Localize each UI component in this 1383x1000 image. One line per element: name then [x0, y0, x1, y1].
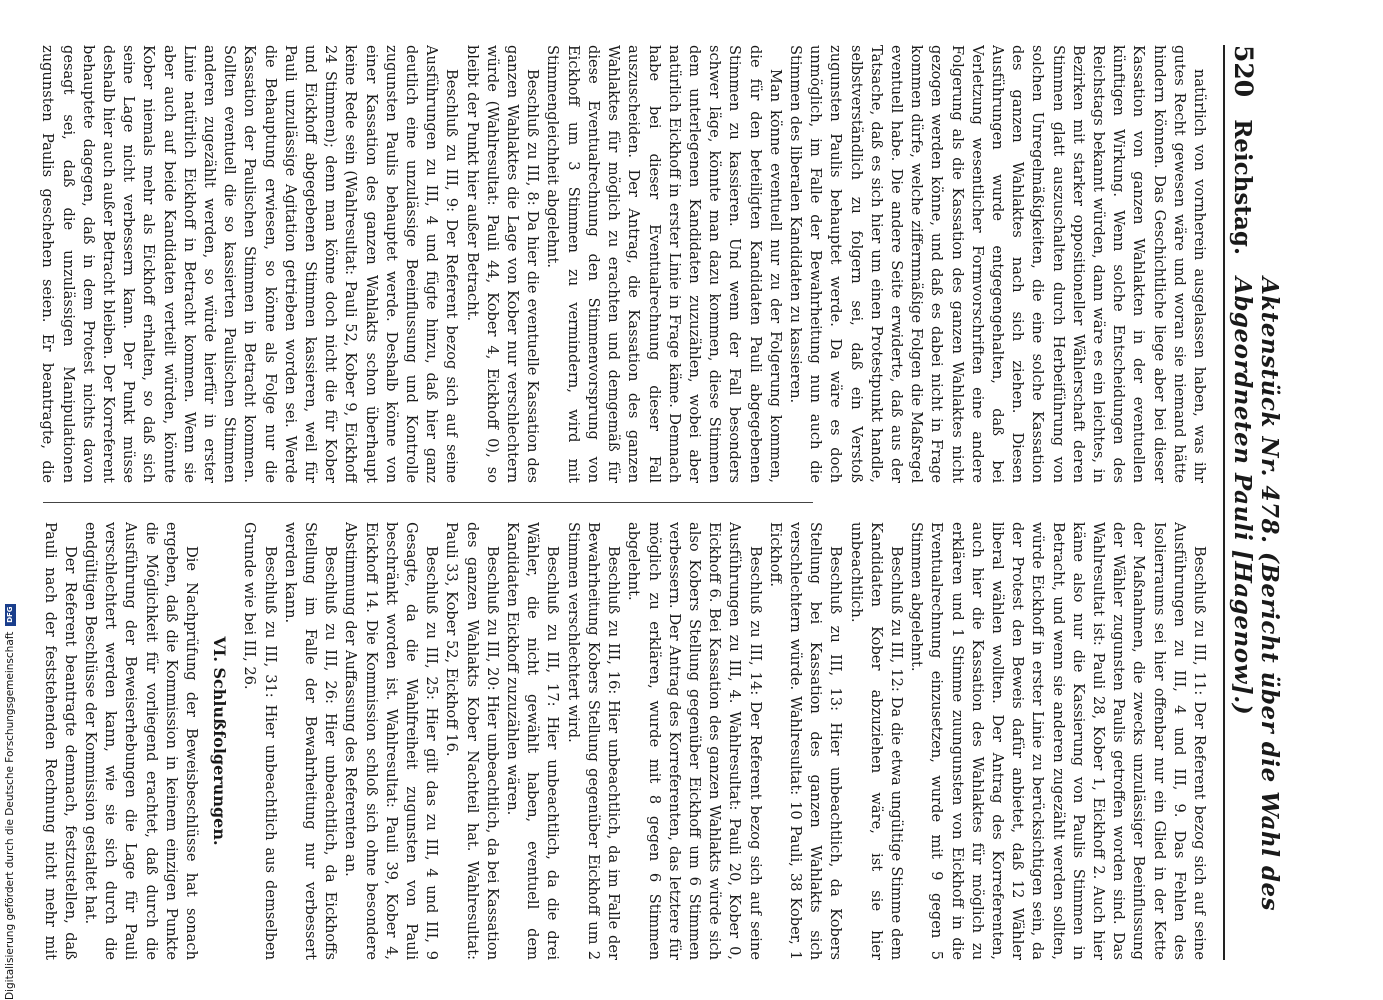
credit-text: Digitalisierung gefördert durch die Deutsche Forschungsgemeinschaft — [4, 631, 16, 1000]
paragraph: Die Nachprüfung der Beweisbeschlüsse hat sonach ergeben, daß die Kommission in keinem einzigen Punkte die Möglichkeit für vorliegend erachtet, daß durch die Ausführung der Beweiserhebungen die Lage für Pauli verschlechtert werden kann, wie sie sich durch die endgültigen Beschlüsse der Kommission gestaltet hat. — [82, 522, 201, 960]
column-divider — [43, 502, 813, 503]
paragraph: Beschluß zu III, 9: Der Referent bezog sich auf seine Ausführungen zu III, 4 und fügte hinzu, daß hier ganz deutlich eine unzulässige Beeinflussung und Kontrolle zugunsten Paulis behauptet werde. Deshalb könne von einer Kassation des ganzen Wahlakts schon überhaupt keine Rede sein (Wahlresultat: Pauli 52, Kober 9, Eickhoff 24 Stimmen); denn man könne doch nicht die für Kober und Eickhoff abgegebenen Stimmen kassieren, weil für Pauli unzulässige Agitation getrieben worden sei. Werde die Behauptung erwiesen, so könne als Folge nur die Kassation der Paulischen Stimmen in Betracht kommen. Sollten eventuell die so kassierten Paulischen Stimmen anderen zugezählt werden, so würde hierfür in erster Linie natürlich Eickhoff in Betracht kommen. Wenn sie aber auch auf beide Kandidaten verteilt würden, könnte Kober niemals mehr als Eickhoff erhalten, so daß sich seine Lage nicht verbessern kann. Der Punkt müsse deshalb hier auch außer Betracht bleiben. Der Korreferent behauptete dagegen, daß in dem Protest nichts davon gesagt sei, daß die unzulässigen Manipulationen zugunsten Paulis geschehen seien. Er beantragte, die — [39, 45, 461, 483]
paragraph: Beschluß zu III, 16: Hier unbeachtlich, da im Falle der Bewahrheitung Kobers Stellung gegenüber Eickhoff um 2 Stimmen verschlechtert wird. — [564, 522, 623, 960]
paragraph: Beschluß zu III, 11: Der Referent bezog sich auf seine Ausführungen zu III, 4 und III, 9. Das Fehlen des Isolierraums sei hier offenbar nur ein Glied in der Kette der Maßnahmen, die zwecks unzulässiger Beeinflussung der Wähler zugunsten Paulis getroffen worden sind. Das Wahlresultat ist: Pauli 28, Kober 1, Eickhoff 2. Auch hier käme also nur die Kassierung von Paulis Stimmen in Betracht, und wenn sie anderen zugezählt werden sollten, würde Eickhoff in erster Linie zu berücksichtigen sein, da der Protest den Beweis dafür anbietet, daß 12 Wähler liberal wählen wollten. Der Antrag des Korreferenten, auch hier die Kassation des Wahlaktes für möglich zu erklären und 1 Stimme zuungunsten von Eickhoff in die Eventualrechnung einzusetzen, wurde mit 9 gegen 5 Stimmen abgelehnt. — [908, 522, 1208, 960]
dfg-logo: DFG — [5, 604, 16, 626]
document-page — [33, 45, 1283, 960]
left-column — [39, 45, 1209, 483]
paragraph: natürlich von vornherein ausgelassen haben, was ihr gutes Recht gewesen wäre und woran sie niemand hätte hindern können. Das Geschichtliche liege aber bei dieser Kassation von ganzen Wahlakten in der eventuellen künftigen Wirkung. Wenn solche Entscheidungen des Reichstags bekannt würden, dann wäre es ein leichtes, in Bezirken mit starker oppositioneller Wählerschaft deren Stimmen glatt auszuschalten durch Herbeiführung von solchen Unregelmäßigkeiten, die eine solche Kassation des ganzen Wahlaktes nach sich ziehen. Diesen Ausführungen wurde entgegengehalten, daß bei Verletzung wesentlicher Formvorschriften eine andere Folgerung als die Kassation des ganzen Wahlaktes nicht gezogen werden könne, und daß es dabei nicht in Frage kommen dürfe, welche ziffernmäßige Folgen die Maßregel eventuell habe. Die andere Seite erwiderte, daß aus der Tatsache, daß es sich hier um einen Protestpunkt handle, selbstverständlich zu folgern sei, daß ein Verstoß zugunsten Paulis behauptet werde. Da wäre es doch unmöglich, im Falle der Bewahrheitung nun auch die Stimmen des liberalen Kandidaten zu kassieren. — [786, 45, 1208, 483]
paragraph: Beschluß zu III, 14: Der Referent bezog sich auf seine Ausführungen zu III, 4. Wahlresultat: Pauli 20, Kober 0, Eickhoff 6. Bei Kassation des ganzen Wahlakts würde sich also Kobers Stellung gegenüber Eickhoff um 6 Stimmen verbessern. Der Antrag des Korreferenten, das letztere für möglich zu erklären, wurde mit 8 gegen 6 Stimmen abgelehnt. — [625, 522, 764, 960]
paragraph: Man könne eventuell nur zu der Folgerung kommen, die für den beteiligten Kandidaten Pauli abgegebenen Stimmen zu kassieren. Und wenn der Fall besonders schwer läge, könnte man dazu kommen, diese Stimmen dem unterlegenen Kandidaten zuzuzählen, wobei aber natürlich Eickhoff in erster Linie in Frage käme. Demnach habe bei dieser Eventualrechnung dieser Fall auszuscheiden. Der Antrag, die Kassation des ganzen Wahlaktes für möglich zu erachten und demgemäß für diese Eventualrechnung den Stimmenvorsprung von Eickhoff um 3 Stimmen zu vermindern, wird mit Stimmengleichheit abgelehnt. — [544, 45, 784, 483]
header-source: Reichstag. — [1229, 119, 1256, 255]
digitization-credit — [4, 604, 16, 1000]
page-header — [1223, 45, 1283, 960]
header-subtitle: Aktenstück Nr. 478. (Bericht über die Wahl des Abgeordneten Pauli [Hagenow].) — [1229, 276, 1283, 912]
right-column — [39, 522, 1209, 960]
paragraph: Beschluß zu III, 12: Da die etwa ungültige Stimme dem Kandidaten Kober abzuziehen wäre, ist sie hier unbeachtlich. — [847, 522, 905, 960]
paragraph: Der Referent beantragte demnach, festzustellen, daß Pauli nach der feststehenden Rechnung nicht mehr mit — [41, 522, 79, 960]
section-heading: VI. Schlußfolgerungen. — [210, 636, 230, 846]
paragraph: Beschluß zu III, 20: Hier unbeachtlich, da bei Kassation des ganzen Wahlakts Kober Nachteil hat. Wahlresultat: Pauli 33, Kober 52, Eickhoff 16. — [443, 522, 501, 960]
paragraph: Beschluß zu III, 26: Hier unbeachtlich, da Eickhoffs Stellung im Falle der Bewahrheitung nur verbessert werden kann. — [281, 522, 340, 960]
paragraph: Beschluß zu III, 13: Hier unbeachtlich, da Kobers Stellung bei Kassation des ganzen Wahlakts sich verschlechtern würde. Wahlresultat: 10 Pauli, 38 Kober, 1 Eickhoff. — [766, 522, 845, 960]
paragraph: Beschluß zu III, 8: Da hier die eventuelle Kassation des ganzen Wahlaktes die Lage von Kober nur verschlechtern würde (Wahlresultat: Pauli 44, Kober 4, Eickhoff 0), so bleibt der Punkt hier außer Betracht. — [463, 45, 542, 483]
paragraph: Beschluß zu III, 31: Hier unbeachtlich aus demselben Grunde wie bei III, 26. — [241, 522, 279, 960]
page-number: 520 — [1229, 45, 1258, 98]
paragraph: Beschluß zu III, 17: Hier unbeachtlich, da die drei Wähler, die nicht gewählt haben, eventuell dem Kandidaten Eickhoff zuzuzählen wären. — [504, 522, 562, 960]
paragraph: Beschluß zu III, 25: Hier gilt das zu III, 4 und III, 9 Gesagte, da die Wahlfreiheit zugunsten von Pauli beschränkt worden ist. Wahlresultat: Pauli 39, Kober 4, Eickhoff 14. Die Kommission schloß sich ohne besondere Abstimmung der Auffassung des Referenten an. — [342, 522, 441, 960]
